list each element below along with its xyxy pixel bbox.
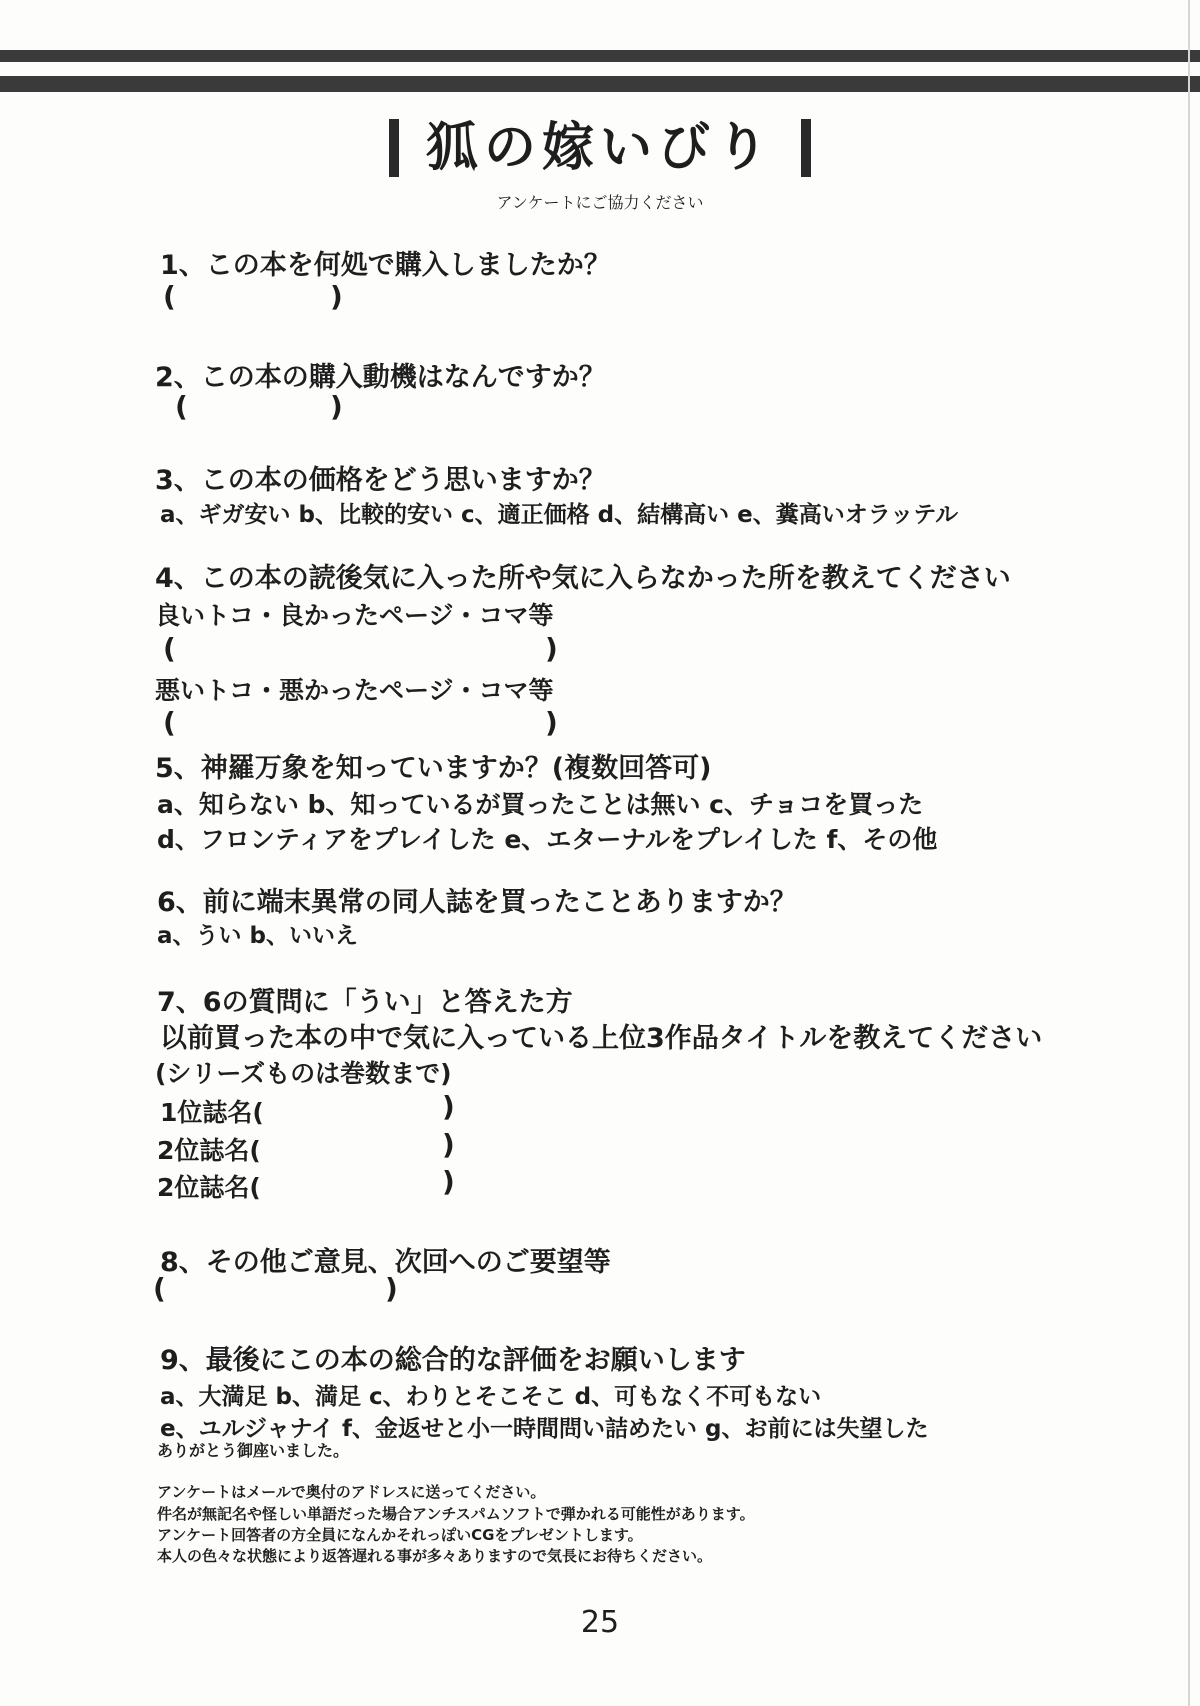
rank-3-label: 2位誌名( [157, 1173, 261, 1202]
answer-4-good-open: ( [163, 632, 176, 665]
page-subtitle: アンケートにご協力ください [496, 193, 704, 212]
question-3: 3、この本の価格をどう思いますか？ [155, 465, 606, 496]
answer-2-close: ) [330, 390, 343, 423]
answer-8-close: ) [385, 1272, 398, 1305]
question-5-options-2: d、フロンティアをプレイした e、エターナルをプレイした f、その他 [157, 825, 938, 854]
answer-4-bad-open: ( [163, 706, 176, 739]
rank-3-close: ) [442, 1165, 455, 1198]
answer-1-close: ) [330, 280, 343, 313]
title-right-bar [801, 119, 811, 177]
page-title: 狐の嫁いびり [425, 118, 774, 178]
rank-1-close: ) [442, 1090, 455, 1123]
question-1: 1、この本を何処で購入しましたか？ [160, 250, 611, 281]
thanks-text: ありがとう御座いました。 [157, 1441, 350, 1460]
top-rule [0, 50, 1200, 62]
question-9: 9、最後にこの本の総合的な評価をお願いします [160, 1345, 746, 1376]
question-6: 6、前に端末異常の同人誌を買ったことありますか？ [157, 887, 797, 918]
note-line-3: アンケート回答者の方全員になんかそれっぽいCGをプレゼントします。 [157, 1526, 643, 1544]
question-6-options: a、うい b、いいえ [157, 923, 358, 949]
question-8: 8、その他ご意見、次回へのご要望等 [160, 1247, 611, 1278]
answer-8-open: ( [153, 1272, 166, 1305]
note-line-4: 本人の色々な状態により返答遅れる事が多々ありますので気長にお待ちください。 [157, 1547, 713, 1565]
title-left-bar [389, 119, 399, 177]
answer-4-good-close: ) [545, 632, 558, 665]
rank-2-close: ) [442, 1128, 455, 1161]
question-3-options: a、ギガ安い b、比較的安い c、適正価格 d、結構高い e、糞高いオラッテル [160, 502, 959, 528]
answer-4-bad-close: ) [545, 706, 558, 739]
question-9-options-1: a、大満足 b、満足 c、わりとそこそこ d、可もなく不可もない [160, 1384, 822, 1410]
answer-1-open: ( [163, 280, 176, 313]
question-2: 2、この本の購入動機はなんですか？ [155, 362, 606, 393]
question-4: 4、この本の読後気に入った所や気に入らなかった所を教えてください [155, 563, 1011, 594]
answer-2-open: ( [175, 390, 188, 423]
question-7: 7、6の質問に「うい」と答えた方 [157, 987, 573, 1018]
question-9-options-2: e、ユルジャナイ f、金返せと小一時間問い詰めたい g、お前には失望した [160, 1416, 929, 1442]
note-line-2: 件名が無記名や怪しい単語だった場合アンチスパムソフトで弾かれる可能性があります。 [157, 1505, 755, 1523]
page-edge [1188, 0, 1190, 1706]
question-5: 5、神羅万象を知っていますか？(複数回答可) [155, 753, 712, 784]
question-4-bad-label: 悪いトコ・悪かったページ・コマ等 [155, 676, 554, 705]
question-7-line-3: (シリーズものは巻数まで) [155, 1059, 452, 1088]
title-block [0, 118, 1200, 178]
second-rule [0, 76, 1200, 92]
note-line-1: アンケートはメールで奥付のアドレスに送ってください。 [157, 1483, 546, 1501]
question-7-line-2: 以前買った本の中で気に入っている上位3作品タイトルを教えてください [160, 1023, 1043, 1054]
question-5-options-1: a、知らない b、知っているが買ったことは無い c、チョコを買った [157, 790, 924, 819]
rank-2-label: 2位誌名( [157, 1136, 261, 1165]
page-number: 25 [580, 1605, 620, 1640]
question-4-good-label: 良いトコ・良かったページ・コマ等 [155, 601, 554, 630]
rank-1-label: 1位誌名( [160, 1098, 264, 1127]
